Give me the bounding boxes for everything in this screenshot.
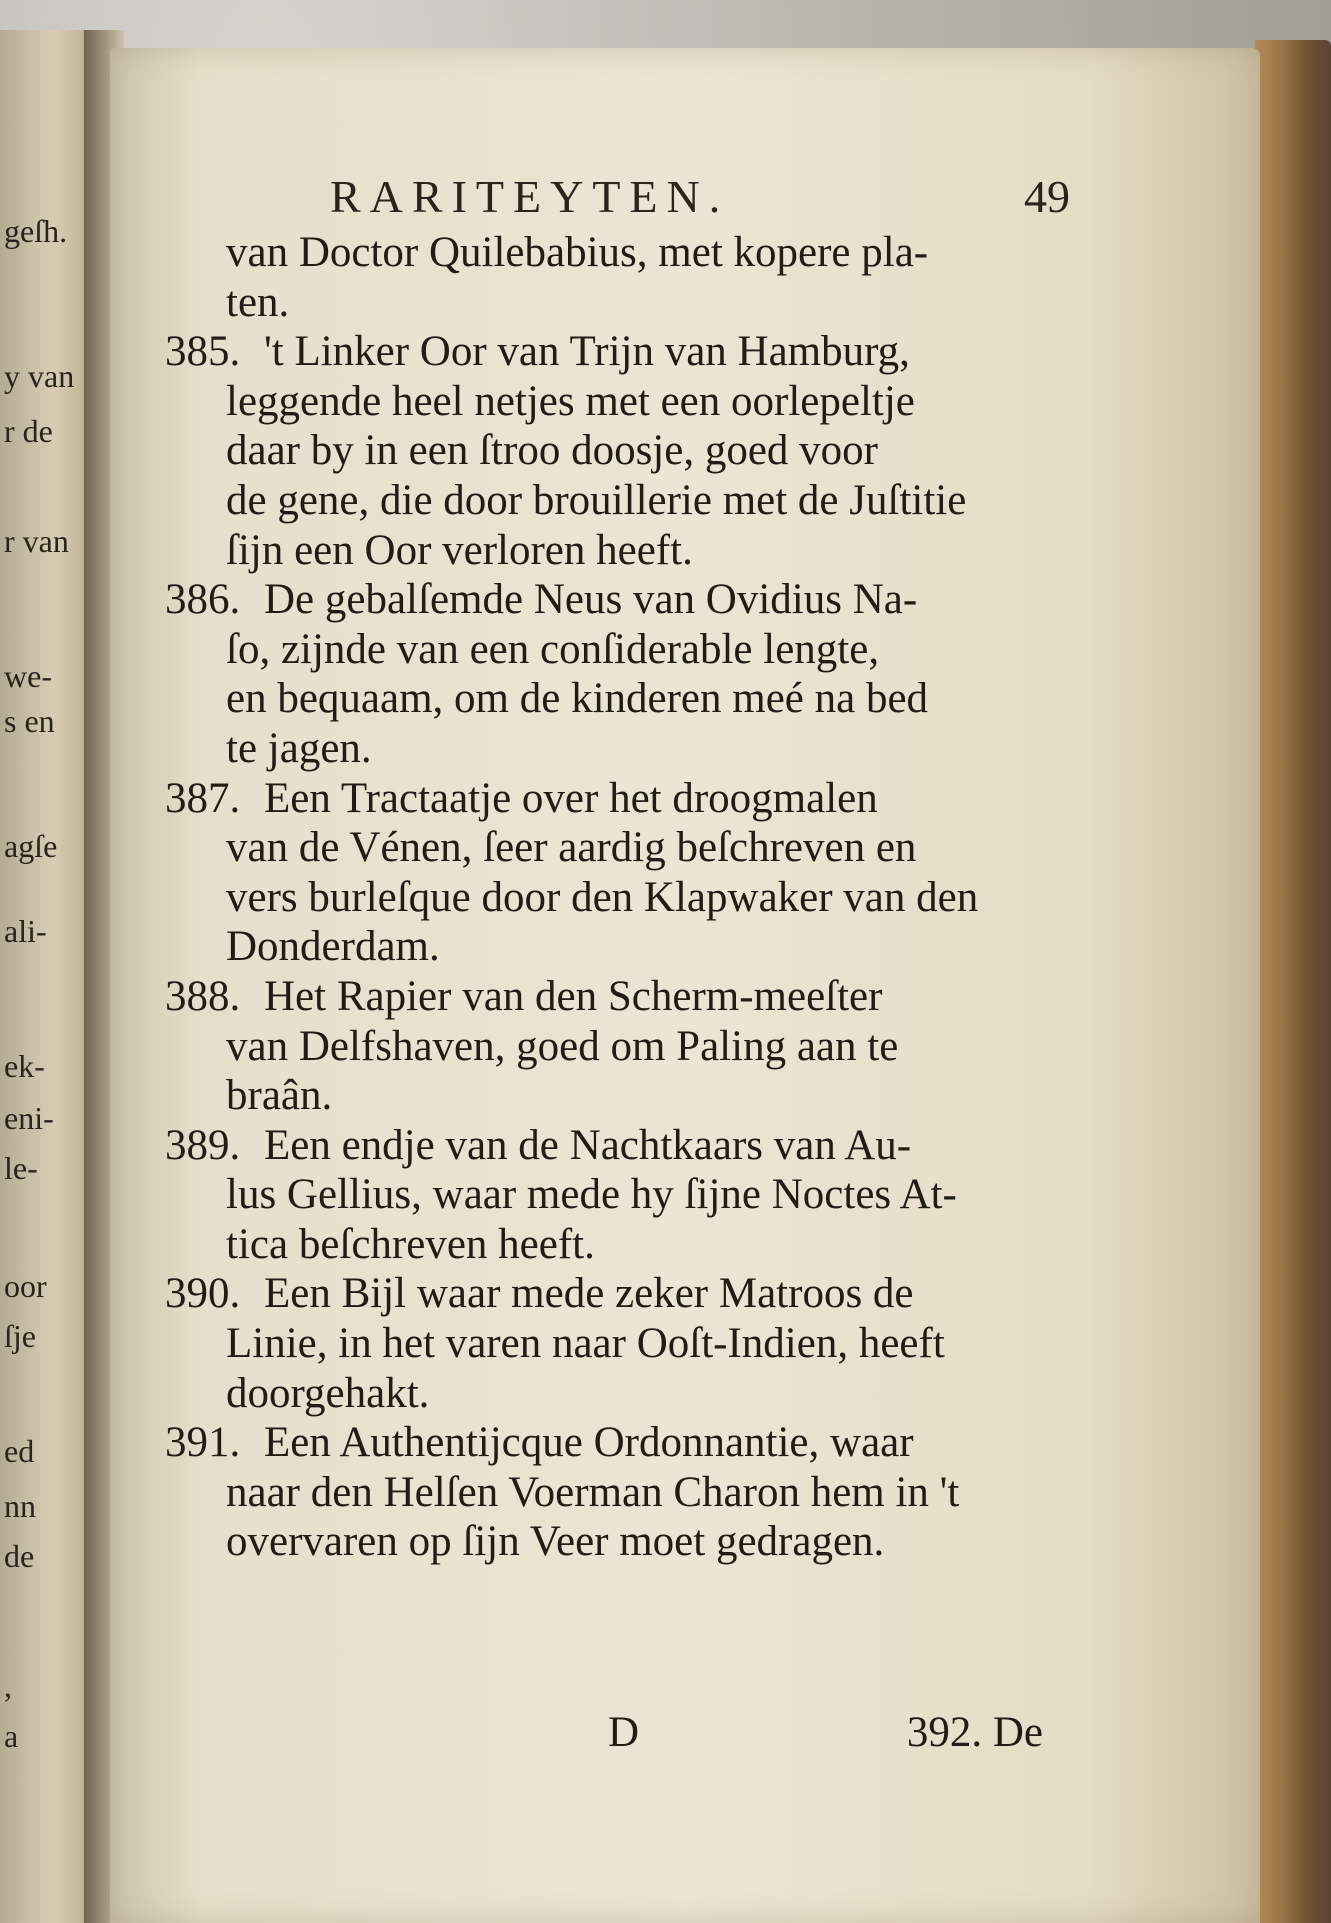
entry-line (178, 1220, 1058, 1270)
entry-text: Een Authentijcque Ordonnantie, waar (264, 1419, 914, 1467)
entry-text: ſo, zijnde van een conſiderable lengte, (226, 625, 880, 673)
entry-line (178, 278, 1058, 328)
entry-line (178, 922, 1058, 972)
entry-text: Het Rapier van den Scherm-meeſter (264, 972, 883, 1020)
entry-text: van Delfshaven, goed om Paling aan te (226, 1022, 899, 1070)
entry-line (178, 724, 1058, 774)
entry-text: doorgehakt. (226, 1369, 430, 1417)
facing-page-fragment: we- (4, 658, 52, 694)
entry-line (178, 228, 1058, 278)
entry-text: van Doctor Quilebabius, met kopere pla- (226, 229, 929, 276)
entry-text: Linie, in het varen naar Ooſt-Indien, heeft (226, 1320, 945, 1368)
entry-line (178, 1319, 1058, 1369)
entry-line (178, 1369, 1058, 1419)
entry-text: tica beſchreven heeft. (226, 1220, 595, 1268)
facing-page-fragment: ek- (4, 1048, 45, 1084)
entry-line-numbered (165, 972, 1058, 1022)
entry-text: Een Bijl waar mede zeker Matroos de (264, 1270, 914, 1318)
entry-number: 390. (165, 1270, 241, 1318)
facing-page-fragment: eni- (4, 1100, 54, 1136)
facing-page-fragment: oor (4, 1268, 47, 1304)
entry-number: 389. (165, 1121, 241, 1169)
facing-page-fragment: de (4, 1538, 35, 1574)
entry-text: de gene, die door brouillerie met de Juſtitie (226, 476, 967, 524)
entry-line (178, 674, 1058, 724)
entry-line (178, 1071, 1058, 1121)
entry-line (178, 1468, 1058, 1518)
entry-text: daar by in een ſtroo doosje, goed voor (226, 427, 878, 475)
entry-text: braân. (226, 1072, 333, 1120)
entry-line (178, 625, 1058, 675)
facing-page-left (0, 30, 96, 1923)
entry-number: 385. (165, 328, 241, 376)
entry-text: van de Vénen, ſeer aardig beſchreven en (226, 824, 917, 872)
entry-number: 391. (165, 1419, 241, 1467)
entry-text: Donderdam. (226, 923, 440, 971)
entry-line (178, 476, 1058, 526)
entry-text: ten. (226, 278, 290, 326)
entry-line (178, 1170, 1058, 1220)
entry-line-numbered (165, 575, 1058, 625)
entry-text: Een Tractaatje over het droogmalen (264, 774, 878, 822)
facing-page-fragment: ed (4, 1433, 35, 1469)
entry-text: vers burleſque door den Klapwaker van den (226, 873, 979, 921)
facing-page-fragment: nn (4, 1488, 36, 1524)
entry-line (178, 823, 1058, 873)
facing-page-fragment: agſe (4, 828, 58, 864)
facing-page-fragment: r de (4, 413, 53, 449)
page-footer (178, 1708, 1043, 1758)
entry-text: lus Gellius, waar mede hy ſijne Noctes At- (226, 1171, 957, 1219)
entry-text: overvaren op ſijn Veer moet gedragen. (226, 1518, 885, 1566)
entry-text: naar den Helſen Voerman Charon hem in 't (226, 1468, 960, 1516)
signature-mark: D (608, 1709, 640, 1756)
entry-text: Een endje van de Nachtkaars van Au- (264, 1121, 912, 1169)
facing-page-fragment: geſh. (4, 213, 68, 249)
entry-number: 386. (165, 576, 241, 624)
entry-line (178, 377, 1058, 427)
entry-line (178, 1022, 1058, 1072)
facing-page-fragment: y van (4, 358, 75, 394)
facing-page-fragment: ali- (4, 913, 47, 949)
entry-text: te jagen. (226, 724, 372, 772)
facing-page-fragment: ſje (4, 1318, 36, 1354)
facing-page-fragment: r van (4, 523, 69, 559)
running-title: RARITEYTEN. (330, 171, 730, 222)
entry-line (178, 526, 1058, 576)
entry-number: 387. (165, 774, 241, 822)
page-text (165, 228, 1058, 1567)
facing-page-fragment: s en (4, 703, 55, 739)
catchword: 392. De (906, 1709, 1043, 1756)
book-fore-edge (1255, 40, 1331, 1923)
entry-text: 't Linker Oor van Trijn van Hamburg, (264, 328, 910, 376)
entry-line-numbered (165, 327, 1058, 377)
entry-line (178, 873, 1058, 923)
facing-page-fragment: a (4, 1718, 19, 1754)
entry-line-numbered (165, 1269, 1058, 1319)
entry-line-numbered (165, 774, 1058, 824)
entry-line (178, 426, 1058, 476)
entry-text: en bequaam, om de kinderen meé na bed (226, 675, 929, 723)
entry-line (178, 1517, 1058, 1567)
entry-line-numbered (165, 1121, 1058, 1171)
entry-text: De gebalſemde Neus van Ovidius Na- (264, 576, 918, 624)
entry-text: ſijn een Oor verloren heeft. (226, 526, 693, 574)
entry-line-numbered (165, 1418, 1058, 1468)
entry-number: 388. (165, 972, 241, 1020)
page-number: 49 (1024, 171, 1070, 222)
facing-page-fragment: le- (4, 1150, 38, 1186)
facing-page-fragment: , (4, 1668, 12, 1704)
page-header (330, 170, 1070, 230)
entry-text: leggende heel netjes met een oorlepeltje (226, 377, 915, 425)
